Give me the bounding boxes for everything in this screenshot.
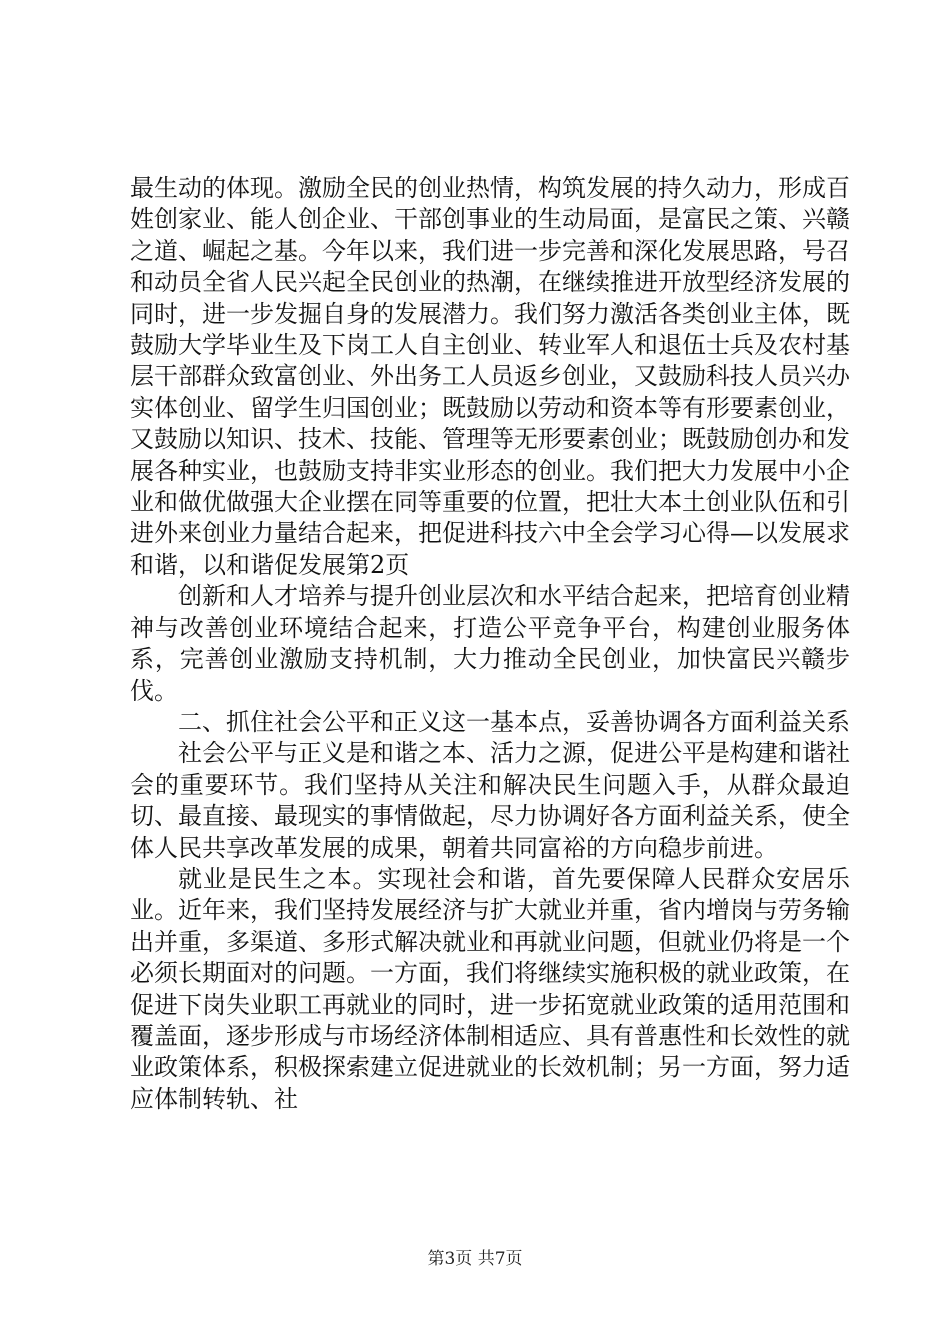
paragraph-continuation: 最生动的体现。激励全民的创业热情，构筑发展的持久动力，形成百姓创家业、能人创企业、干部创事业的生动局面，是富民之策、兴赣之道、崛起之基。今年以来，我们进一步完善和深化发展思路，号召和动员全省人民兴起全民创业的热潮，在继续推进开放型经济发展的同时，进一步发掘自身的发展潜力。我们努力激活各类创业主体，既鼓励大学毕业生及下岗工人自主创业、转业军人和退伍士兵及农村基层干部群众致富创业、外出务工人员返乡创业，又鼓励科技人员兴办实体创业、留学生归国创业；既鼓励以劳动和资本等有形要素创业，又鼓励以知识、技术、技能、管理等无形要素创业；既鼓励创办和发展各种实业，也鼓励支持非实业形态的创业。我们把大力发展中小企业和做优做强大企业摆在同等重要的位置，把壮大本土创业队伍和引进外来创业力量结合起来，把促进科技六中全会学习心得—以发展求和谐，以和谐促发展第2页 <box>130 174 850 579</box>
page-footer: 第3页 共7页 <box>427 1249 523 1269</box>
paragraph: 创新和人才培养与提升创业层次和水平结合起来，把培育创业精神与改善创业环境结合起来，打造公平竞争平台，构建创业服务体系，完善创业激励支持机制，大力推动全民创业，加快富民兴赣步伐。 <box>130 582 850 705</box>
paragraph: 社会公平与正义是和谐之本、活力之源，促进公平是构建和谐社会的重要环节。我们坚持从关注和解决民生问题入手，从群众最迫切、最直接、最现实的事情做起，尽力协调好各方面利益关系，使全体人民共享改革发展的成果，朝着共同富裕的方向稳步前进。 <box>130 739 850 862</box>
section-heading: 二、抓住社会公平和正义这一基本点，妥善协调各方面利益关系 <box>178 707 850 736</box>
document-body <box>130 173 850 1115</box>
paragraph: 就业是民生之本。实现社会和谐，首先要保障人民群众安居乐业。近年来，我们坚持发展经济与扩大就业并重，省内增岗与劳务输出并重，多渠道、多形式解决就业和再就业问题，但就业仍将是一个必须长期面对的问题。一方面，我们将继续实施积极的就业政策，在促进下岗失业职工再就业的同时，进一步拓宽就业政策的适用范围和覆盖面，逐步形成与市场经济体制相适应、具有普惠性和长效性的就业政策体系，积极探索建立促进就业的长效机制；另一方面，努力适应体制转轨、社 <box>130 864 850 1113</box>
